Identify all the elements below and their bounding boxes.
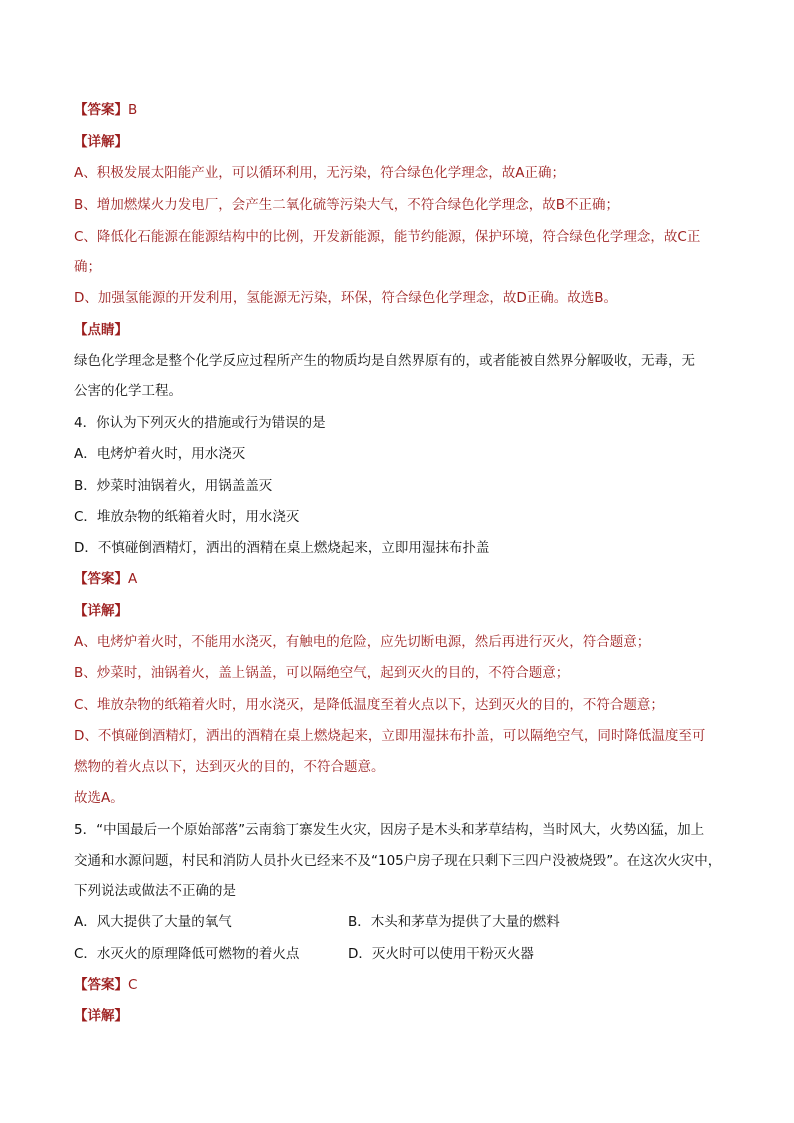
point-line: 公害的化学工程。 — [74, 383, 182, 399]
detail-line: A、电烤炉着火时，不能用水浇灭，有触电的危险，应先切断电源，然后再进行灭火，符合题意； — [74, 634, 651, 650]
detail-line: D、不慎碰倒酒精灯，洒出的酒精在桌上燃烧起来，立即用湿抹布扑盖，可以隔绝空气，同时降低温度至可 — [74, 728, 706, 744]
option-d: D．灭火时可以使用干粉灭火器 — [348, 946, 534, 962]
answer-line — [74, 975, 724, 995]
point-line: 绿色化学理念是整个化学反应过程所产生的物质均是自然界原有的，或者能被自然界分解吸收，无毒，无 — [74, 353, 695, 369]
option-d: D．不慎碰倒酒精灯，洒出的酒精在桌上燃烧起来，立即用湿抹布扑盖 — [74, 540, 490, 556]
question-stem: 5．“中国最后一个原始部落”云南翁丁寨发生火灾，因房子是木头和茅草结构，当时风大，火势凶猛，加上 — [74, 822, 705, 838]
answer-tag: 【答案】 — [74, 571, 128, 587]
answer-line — [74, 569, 724, 589]
detail-tag: 【详解】 — [74, 134, 128, 150]
detail-line: B、炒菜时，油锅着火，盖上锅盖，可以隔绝空气，起到灭火的目的，不符合题意； — [74, 665, 570, 681]
option-a: A．风大提供了大量的氧气 — [74, 914, 232, 930]
answer-line — [74, 100, 724, 120]
detail-line: D、加强氢能源的开发利用，氢能源无污染，环保，符合绿色化学理念，故D正确。故选B。 — [74, 290, 618, 306]
point-tag: 【点睛】 — [74, 322, 128, 338]
option-b: B．炒菜时油锅着火，用锅盖盖灭 — [74, 478, 273, 494]
option-b: B．木头和茅草为提供了大量的燃料 — [348, 914, 560, 930]
answer-value: B — [128, 102, 138, 118]
answer-tag: 【答案】 — [74, 102, 128, 118]
detail-line: C、堆放杂物的纸箱着火时，用水浇灭，是降低温度至着火点以下，达到灭火的目的，不符合题意； — [74, 697, 664, 713]
option-a: A．电烤炉着火时，用水浇灭 — [74, 446, 246, 462]
question-stem: 下列说法或做法不正确的是 — [74, 883, 236, 899]
answer-value: A — [128, 571, 138, 587]
answer-tag: 【答案】 — [74, 977, 128, 993]
detail-line: 故选A。 — [74, 790, 124, 806]
detail-line: 确； — [74, 259, 101, 275]
question-stem: 4．你认为下列灭火的措施或行为错误的是 — [74, 415, 326, 431]
detail-line: B、增加燃煤火力发电厂，会产生二氧化硫等污染大气，不符合绿色化学理念，故B不正确； — [74, 197, 620, 213]
question-stem: 交通和水源问题，村民和消防人员扑火已经来不及“105户房子现在只剩下三四户没被烧毁”。在这次火灾中， — [74, 853, 722, 869]
option-c: C．水灭火的原理降低可燃物的着火点 — [74, 946, 300, 962]
answer-value: C — [128, 977, 138, 993]
detail-tag: 【详解】 — [74, 603, 128, 619]
detail-line: A、积极发展太阳能产业，可以循环利用，无污染，符合绿色化学理念，故A正确； — [74, 165, 565, 181]
detail-line: 燃物的着火点以下，达到灭火的目的，不符合题意。 — [74, 759, 385, 775]
detail-tag: 【详解】 — [74, 1008, 128, 1024]
detail-line: C、降低化石能源在能源结构中的比例，开发新能源，能节约能源，保护环境，符合绿色化学理念，故C正 — [74, 229, 701, 245]
option-c: C．堆放杂物的纸箱着火时，用水浇灭 — [74, 509, 300, 525]
